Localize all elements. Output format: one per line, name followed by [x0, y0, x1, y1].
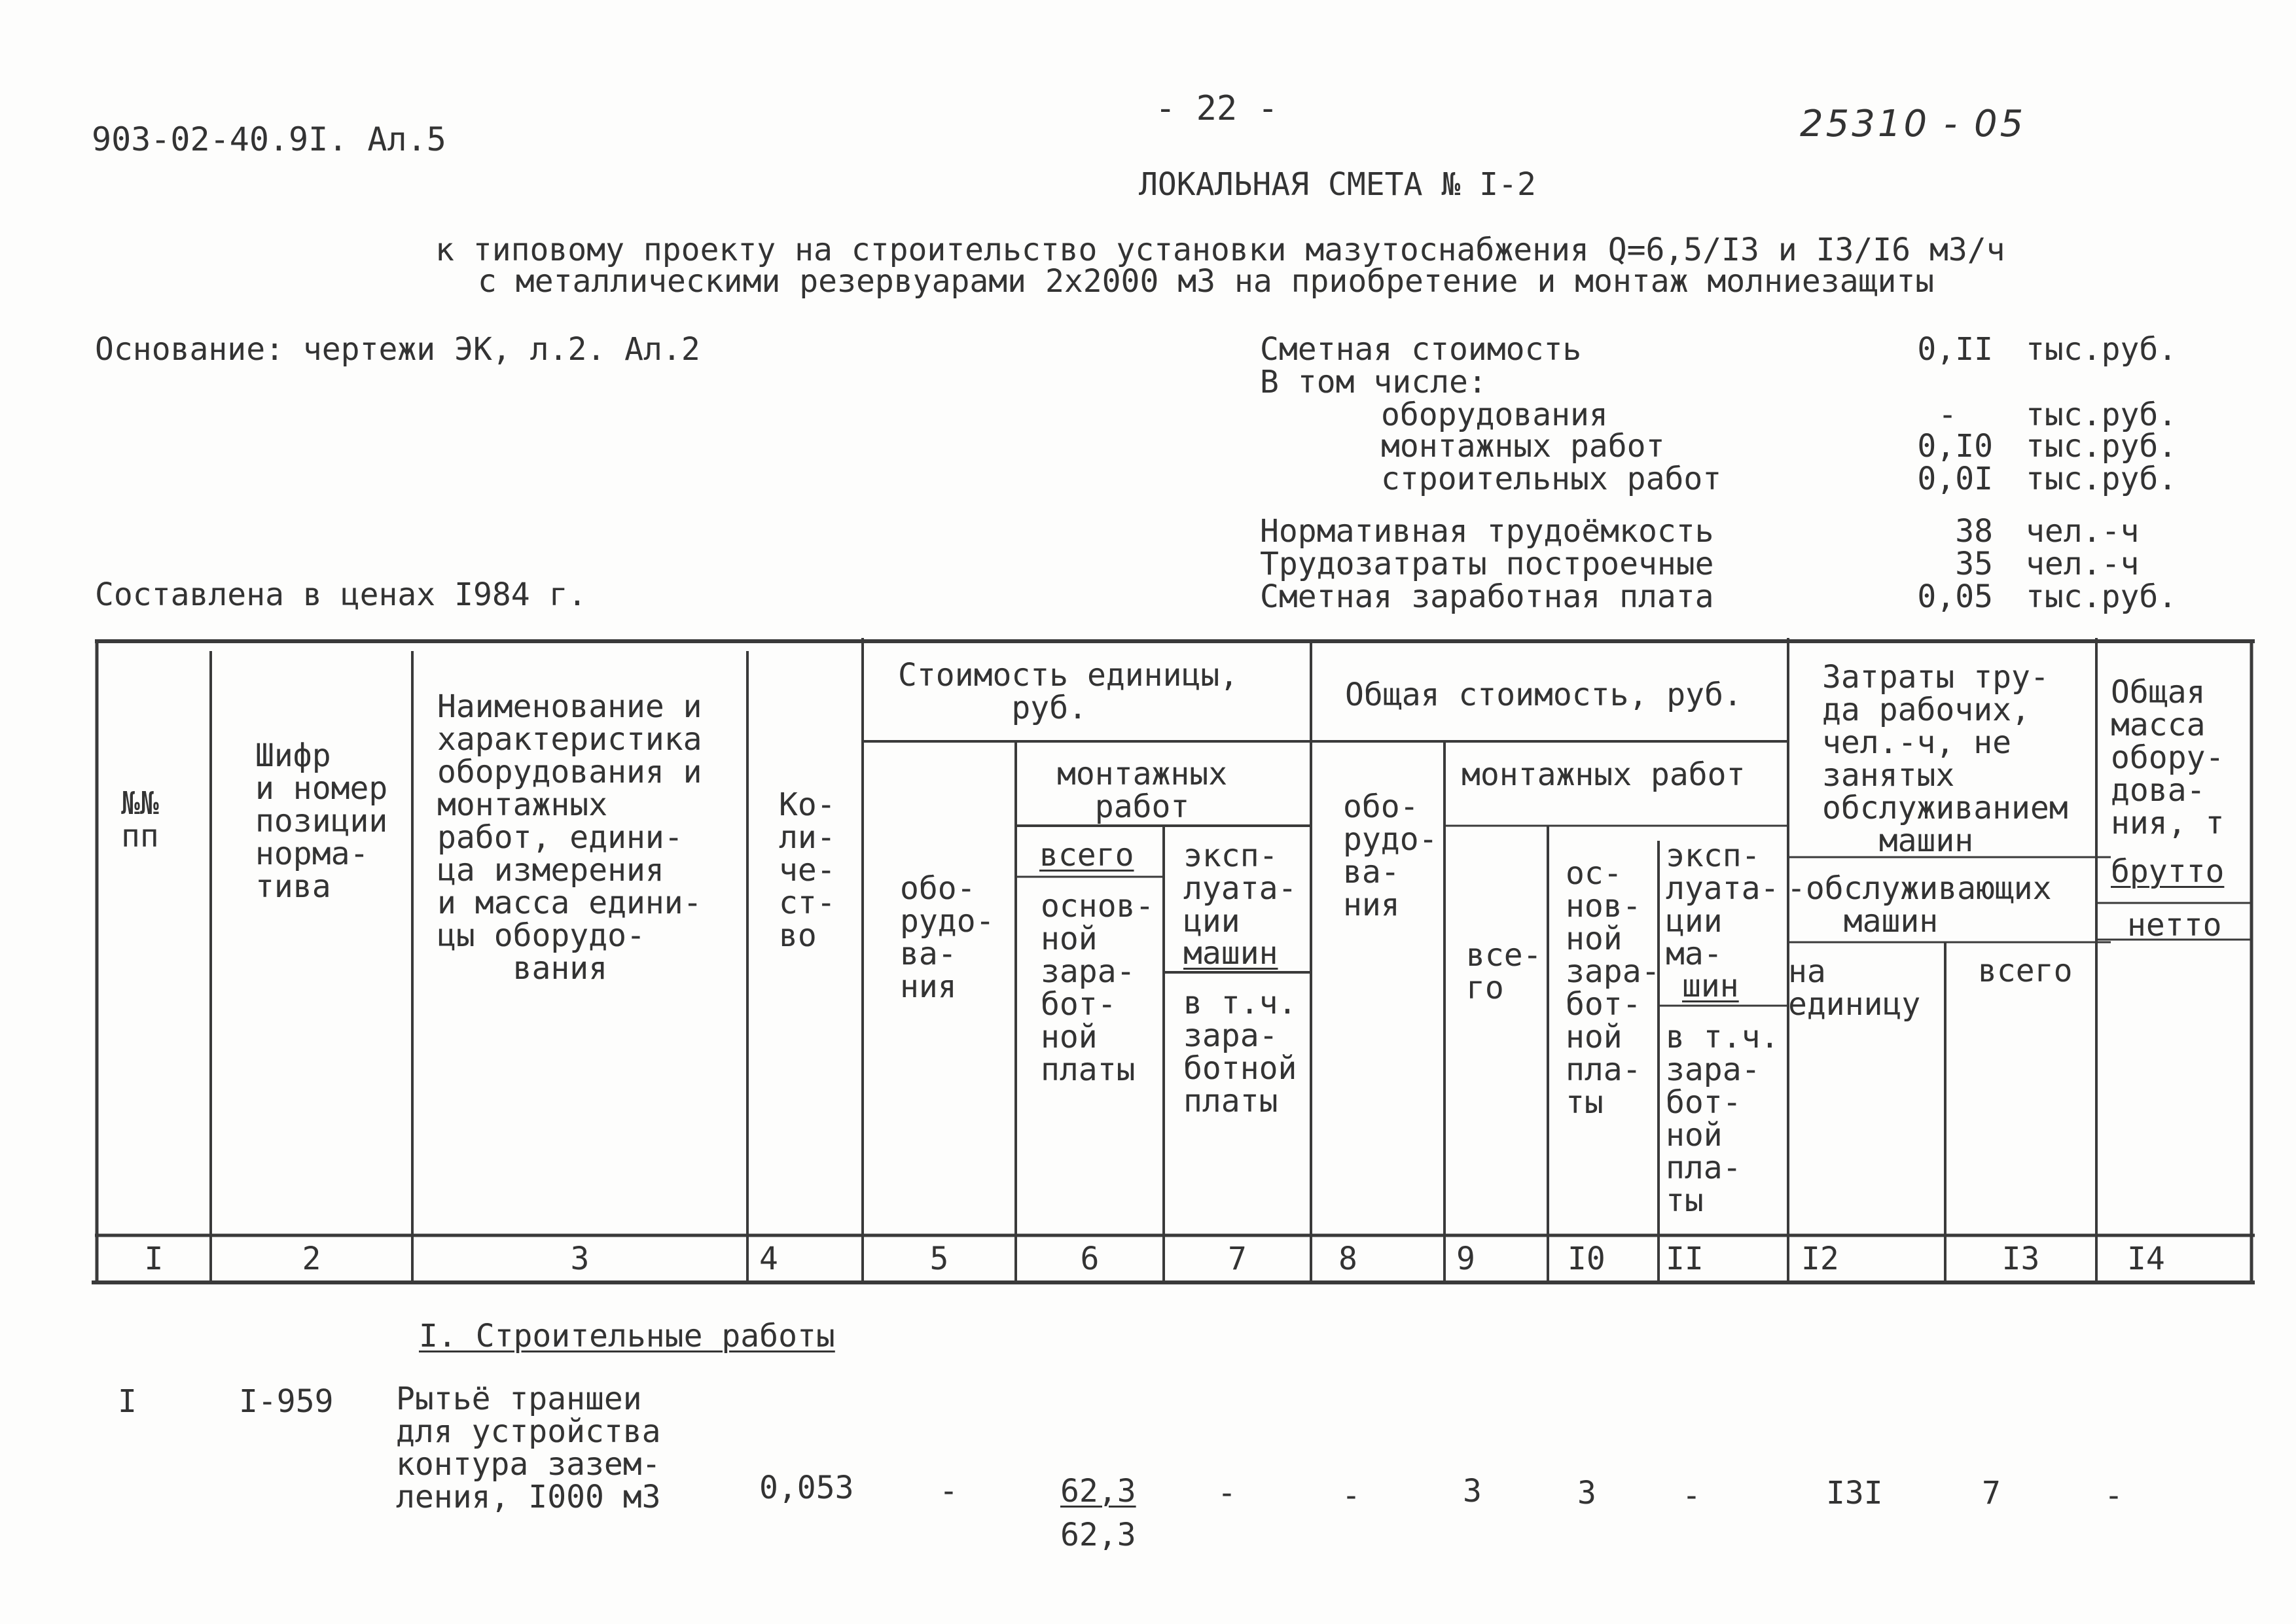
col-header-labor-service: -обслуживающих машин [1787, 870, 2052, 940]
summary-unit: тыс.руб. [2026, 397, 2178, 433]
col-header-unit-cost: Стоимость единицы, руб. [898, 657, 1239, 726]
doc-code: 903-02-40.9I. Ал.5 [92, 120, 446, 158]
summary-value: 35 [1955, 546, 1993, 582]
col-header-quantity: Ко- ли- че- ст- во [779, 786, 836, 954]
column-number: I2 [1801, 1241, 1839, 1277]
summary-unit: тыс.руб. [2026, 578, 2178, 615]
row-labor-total: 7 [1982, 1475, 2001, 1511]
reference-number: 25310 - 05 [1800, 103, 2026, 145]
col-header-mass-net: нетто [2127, 907, 2222, 944]
column-number: 7 [1228, 1241, 1247, 1277]
col-header-unit-installation: монтажных работ [1057, 756, 1228, 825]
section-title: I. Строительные работы [419, 1318, 835, 1354]
col-header-total-all: все- го [1466, 937, 1542, 1006]
summary-value: - [1938, 397, 1957, 433]
summary-label: оборудования [1381, 397, 1608, 433]
estimate-title: ЛОКАЛЬНАЯ СМЕТА № I-2 [1139, 166, 1536, 203]
row-total-base-wage: 3 [1577, 1475, 1596, 1511]
row-unit-base-wage: 62,3 [1060, 1517, 1136, 1553]
summary-unit: тыс.руб. [2026, 331, 2178, 368]
summary-label: В том числе: [1260, 364, 1487, 400]
column-number: I [144, 1241, 164, 1277]
prices-year-text: Составлена в ценах I984 г. [95, 576, 587, 613]
column-number: I3 [2001, 1241, 2040, 1277]
summary-label: Сметная стоимость [1260, 331, 1582, 368]
summary-unit: тыс.руб. [2026, 428, 2178, 465]
row-total-exploitation: - [1682, 1477, 1701, 1514]
row-unit-equipment: - [939, 1473, 958, 1509]
summary-label: Нормативная трудоёмкость [1260, 513, 1714, 550]
row-number: I [118, 1383, 137, 1420]
column-number: 2 [302, 1241, 321, 1277]
col-header-total-cost: Общая стоимость, руб. [1345, 677, 1742, 713]
basis-text: Основание: чертежи ЭК, л.2. Ал.2 [95, 331, 700, 368]
summary-unit: чел.-ч [2026, 546, 2140, 582]
row-quantity: 0,053 [759, 1470, 854, 1506]
summary-unit: чел.-ч [2026, 513, 2140, 550]
col-header-code: Шифр и номер позиции норма- тива [255, 737, 388, 905]
col-header-total-equipment: обо- рудо- ва- ния [1343, 788, 1438, 923]
row-labor-per-unit: I3I [1826, 1475, 1883, 1511]
row-mass: - [2104, 1477, 2123, 1514]
col-header-unit-total: всего [1039, 837, 1134, 874]
column-number: 9 [1456, 1241, 1475, 1277]
col-header-name: Наименование и характеристика оборудования и монтажных работ, едини- ца измерения и масса едини- цы оборудо- вания [437, 688, 702, 987]
summary-value: 0,I0 [1917, 428, 1993, 465]
column-number: II [1666, 1241, 1704, 1277]
col-header-total-incl-wage: в т.ч. зара- бот- ной пла- ты [1666, 1019, 1780, 1219]
col-header-total-installation: монтажных работ [1462, 756, 1746, 793]
col-header-labor: Затраты тру- да рабочих, чел.-ч, не занятых обслуживанием машин [1822, 659, 2068, 859]
row-code: I-959 [239, 1383, 334, 1420]
col-header-mass-gross: брутто [2111, 853, 2225, 890]
col-header-total-machines: шин [1682, 968, 1739, 1004]
row-unit-total: 62,3 [1060, 1473, 1136, 1509]
summary-label: монтажных работ [1381, 428, 1665, 465]
estimate-subtitle-line2: с металлическими резервуарами 2х2000 м3 на приобретение и монтаж молниезащиты [478, 263, 1935, 300]
column-number: 4 [759, 1241, 778, 1277]
page-number: - 22 - [1155, 89, 1278, 128]
estimate-subtitle-line1: к типовому проекту на строительство установки мазутоснабжения Q=6,5/I3 и I3/I6 м3/ч [435, 232, 2005, 268]
column-number: 5 [929, 1241, 949, 1277]
col-header-mass: Общая масса обору- дова- ния, т [2111, 674, 2225, 841]
summary-value: 0,0I [1917, 461, 1993, 497]
col-header-unit-exploitation: эксп- луата- ции [1183, 838, 1297, 940]
col-header-total-exploitation: эксп- луата- ции ма- [1666, 838, 1780, 972]
row-total-equipment: - [1342, 1477, 1361, 1514]
column-number: I0 [1568, 1241, 1605, 1277]
col-header-labor-per-unit: на единицу [1788, 953, 1921, 1023]
col-header-unit-base-wage: основ- ной зара- бот- ной платы [1041, 888, 1155, 1088]
summary-label: строительных работ [1381, 461, 1722, 497]
summary-value: 0,II [1917, 331, 1993, 368]
summary-value: 0,05 [1917, 578, 1993, 615]
column-number: 8 [1338, 1241, 1357, 1277]
summary-value: 38 [1955, 513, 1993, 550]
col-header-total-base-wage: ос- нов- ной зара- бот- ной пла- ты [1566, 855, 1660, 1121]
col-header-unit-equipment: обо- рудо- ва- ния [900, 870, 995, 1005]
column-number: 3 [570, 1241, 590, 1277]
row-unit-exploitation: - [1217, 1475, 1236, 1511]
column-number: 6 [1080, 1241, 1100, 1277]
row-name: Рытьё траншеи для устройства контура зазем- ления, I000 м3 [396, 1381, 661, 1515]
col-header-number: №№ пп [121, 785, 159, 855]
col-header-unit-machines: машин [1183, 935, 1278, 972]
col-header-unit-incl-wage: в т.ч. зара- ботной платы [1183, 985, 1297, 1120]
col-header-labor-total: всего [1978, 953, 2073, 989]
summary-label: Трудозатраты построечные [1260, 546, 1714, 582]
column-number: I4 [2127, 1241, 2165, 1277]
summary-unit: тыс.руб. [2026, 461, 2178, 497]
row-total-all: 3 [1463, 1473, 1482, 1509]
summary-label: Сметная заработная плата [1260, 578, 1714, 615]
